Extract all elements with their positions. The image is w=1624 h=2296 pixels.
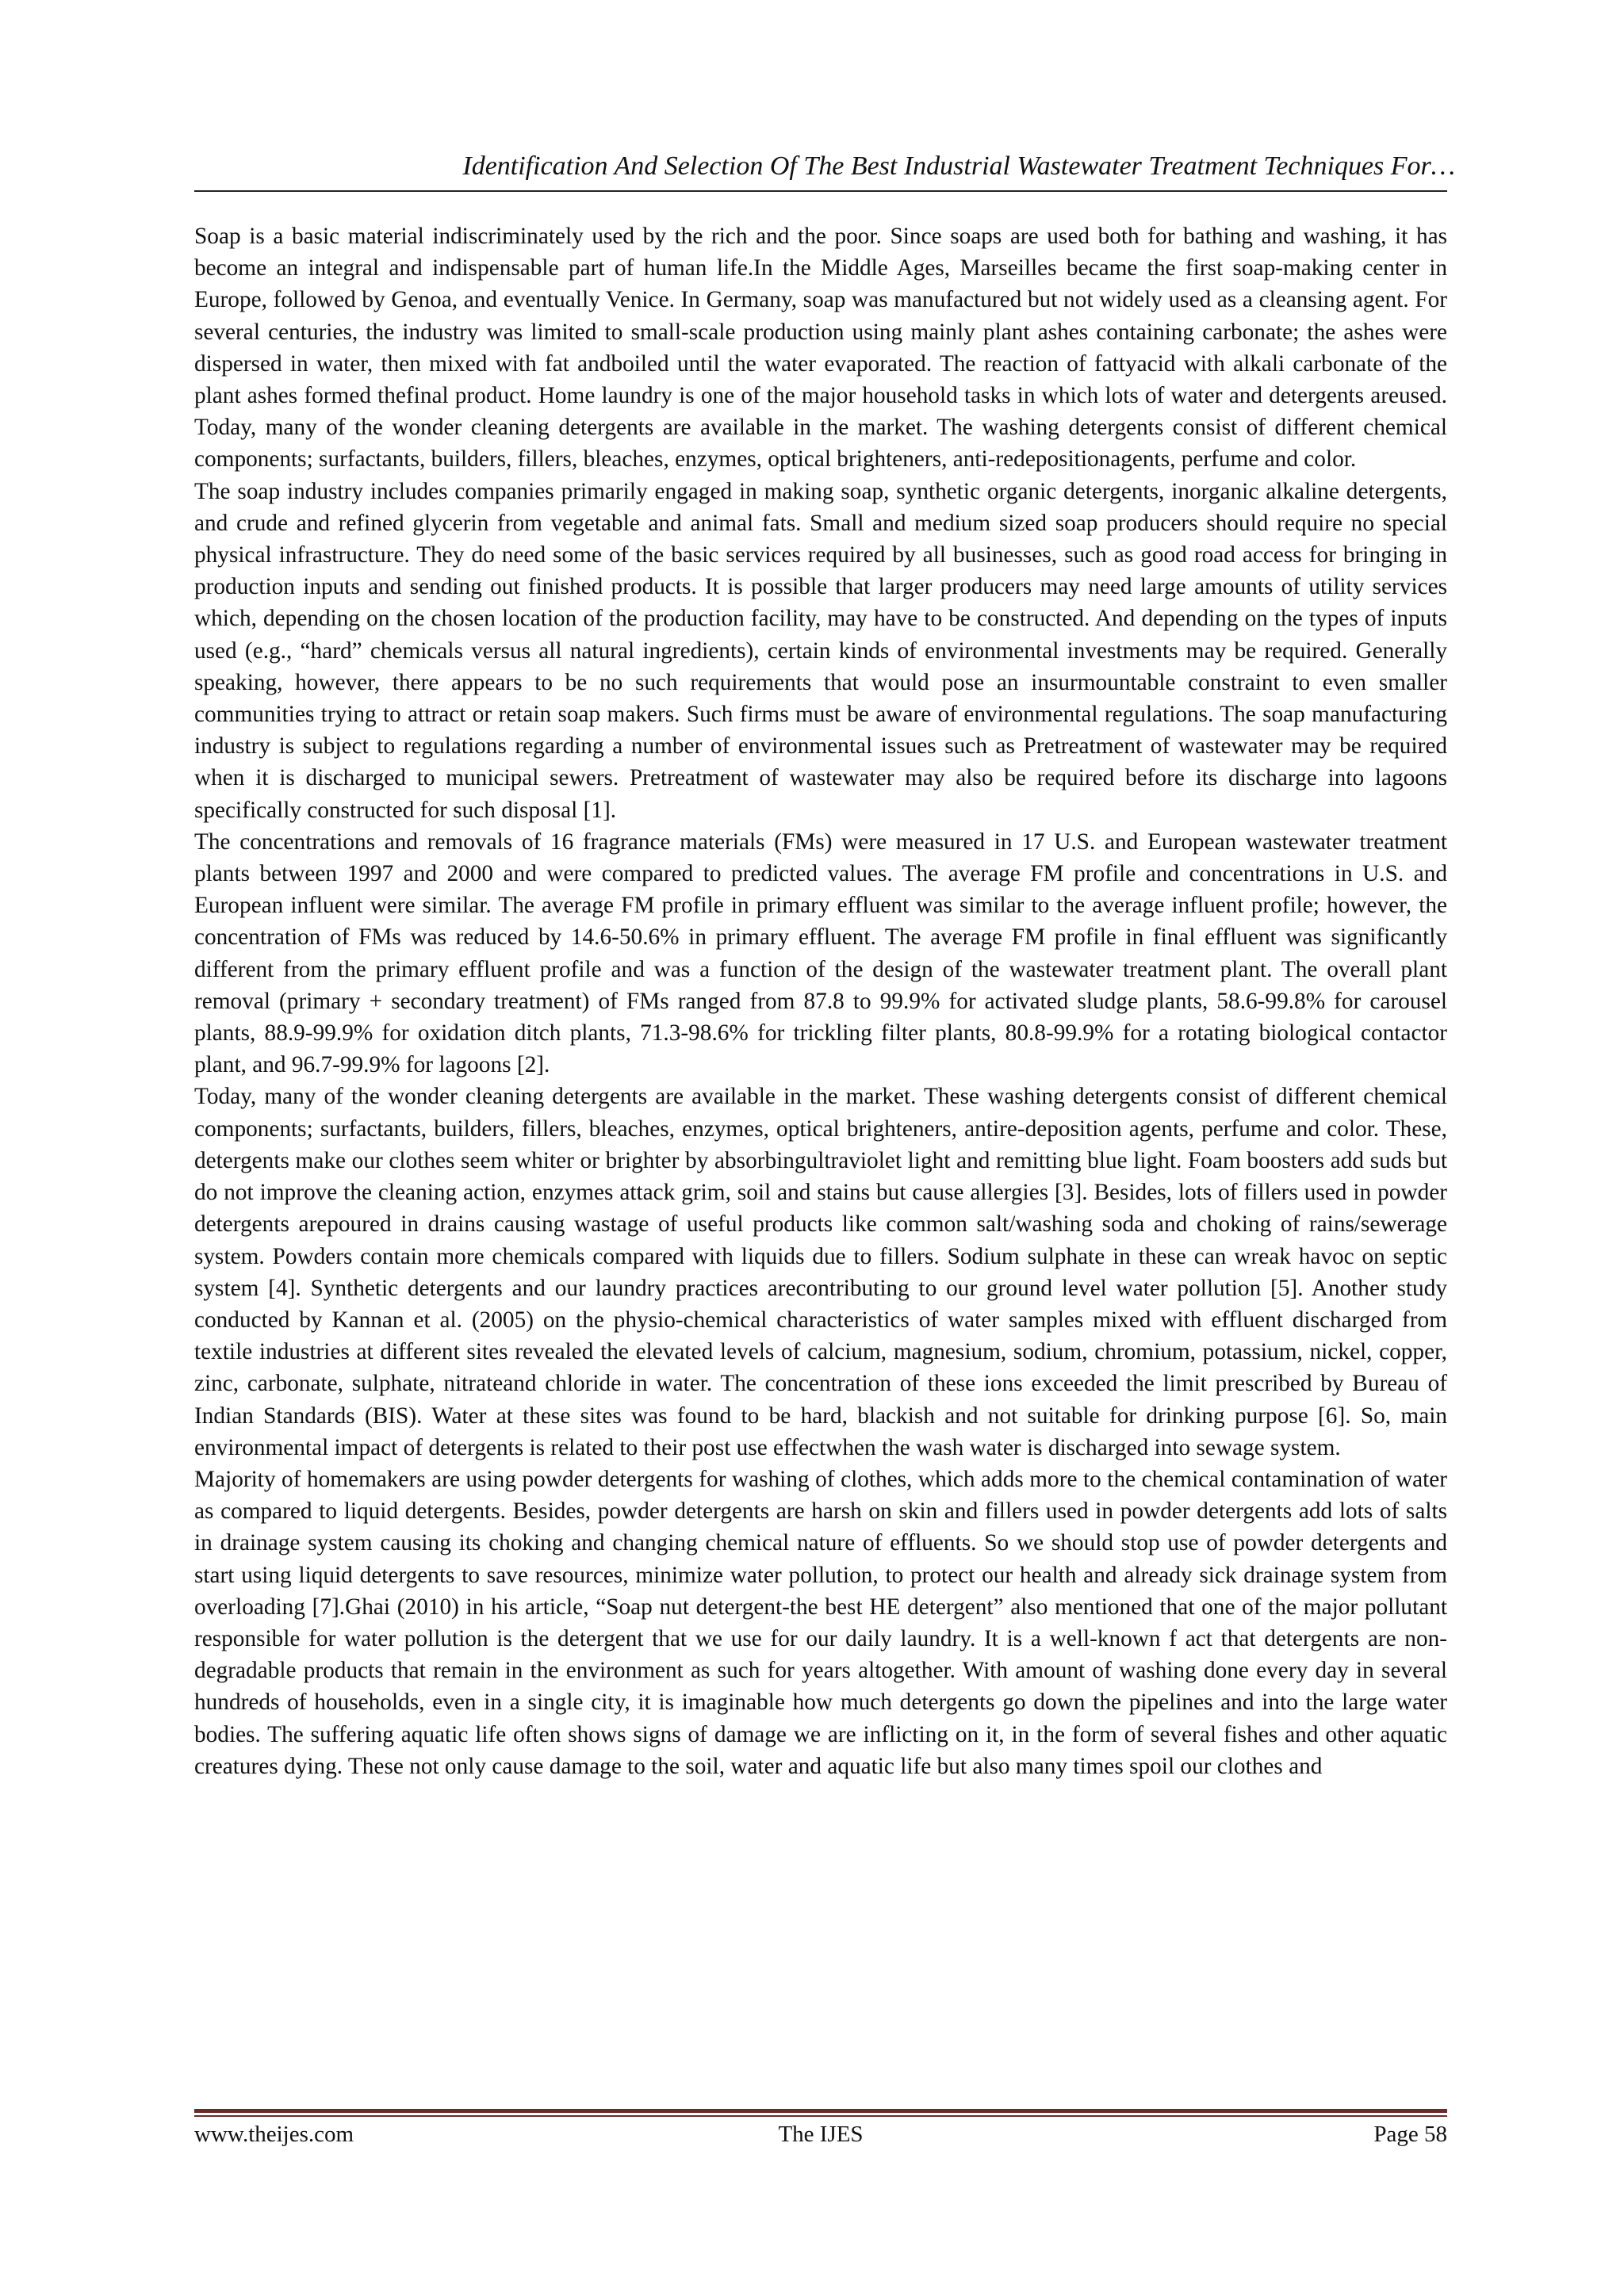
paragraph-soap-industry: The soap industry includes companies primarily engaged in making soap, synthetic organic detergents, inorganic alkaline detergents, and crude and refined glycerin from vegetable and animal fats. Small and medium sized soap producers should require no special physical infrastructure. They do need some of the basic services required by all businesses, such as good road access for bringing in production inputs and sending out finished products. It is possible that larger producers may need large amounts of utility services which, depending on the chosen location of the production facility, may have to be constructed. And depending on the types of inputs used (e.g., “hard” chemicals versus all natural ingredients), certain kinds of environmental investments may be required. Generally speaking, however, there appears to be no such requirements that would pose an insurmountable constraint to even smaller communities trying to attract or retain soap makers. Such firms must be aware of environmental regulations. The soap manufacturing industry is subject to regulations regarding a number of environmental issues such as Pretreatment of wastewater may be required when it is discharged to municipal sewers. Pretreatment of wastewater may also be required before its discharge into lagoons specifically constructed for such disposal [1]. [194,478,1447,823]
footer-rule-thick [194,2109,1447,2113]
footer-rule [194,2109,1447,2117]
page-footer [194,2117,1447,2152]
paragraph-detergent-components: Today, many of the wonder cleaning detergents are available in the market. These washing detergents consist of different chemical components; surfactants, builders, fillers, bleaches, enzymes, optical brighteners, antire-deposition agents, perfume and color. These, detergents make our clothes seem whiter or brighter by absorbingultraviolet light and remitting blue light. Foam boosters add suds but do not improve the cleaning action, enzymes attack grim, soil and stains but cause allergies [3]. Besides, lots of fillers used in powder detergents arepoured in drains causing wastage of useful products like common salt/washing soda and choking of rains/sewerage system. Powders contain more chemicals compared with liquids due to fillers. Sodium sulphate in these can wreak havoc on septic system [4]. Synthetic detergents and our laundry practices arecontributing to our ground level water pollution [5]. Another study conducted by Kannan et al. (2005) on the physio-chemical characteristics of water samples mixed with effluent discharged from textile industries at different sites revealed the elevated levels of calcium, magnesium, sodium, chromium, potassium, nickel, copper, zinc, carbonate, sulphate, nitrateand chloride in water. The concentration of these ions exceeded the limit prescribed by Bureau of Indian Standards (BIS). Water at these sites was found to be hard, blackish and not suitable for drinking purpose [6]. So, main environmental impact of detergents is related to their post use effectwhen the wash water is discharged into sewage system. [194,1084,1447,1460]
body-text [194,220,1447,1782]
paragraph-soap-history: Soap is a basic material indiscriminately used by the rich and the poor. Since soaps are used both for bathing and washing, it has become an integral and indispensable part of human life.In the Middle Ages, Marseilles became the first soap-making center in Europe, followed by Genoa, and eventually Venice. In Germany, soap was manufactured but not widely used as a cleansing agent. For several centuries, the industry was limited to small-scale production using mainly plant ashes containing carbonate; the ashes were dispersed in water, then mixed with fat andboiled until the water evaporated. The reaction of fattyacid with alkali carbonate of the plant ashes formed thefinal product. Home laundry is one of the major household tasks in which lots of water and detergents areused. Today, many of the wonder cleaning detergents are available in the market. The washing detergents consist of different chemical components; surfactants, builders, fillers, bleaches, enzymes, optical brighteners, anti-redepositionagents, perfume and color. [194,224,1447,473]
footer-page-number: Page 58 [1373,2122,1447,2147]
footer-journal: The IJES [778,2122,864,2147]
header-rule [194,190,1447,192]
footer-website: www.theijes.com [194,2122,354,2147]
running-header: Identification And Selection Of The Best Industrial Wastewater Treatment Techniques For… [462,151,1455,181]
paragraph-powder-detergents: Majority of homemakers are using powder detergents for washing of clothes, which adds more to the chemical contamination of water as compared to liquid detergents. Besides, powder detergents are harsh on skin and fillers used in powder detergents add lots of salts in drainage system causing its choking and changing chemical nature of effluents. So we should stop use of powder detergents and start using liquid detergents to save resources, minimize water pollution, to protect our health and already sick drainage system from overloading [7].Ghai (2010) in his article, “Soap nut detergent-the best HE detergent” also mentioned that one of the major pollutant responsible for water pollution is the detergent that we use for our daily laundry. It is a well-known f act that detergents are non-degradable products that remain in the environment as such for years altogether. With amount of washing done every day in several hundreds of households, even in a single city, it is imaginable how much detergents go down the pipelines and into the large water bodies. The suffering aquatic life often shows signs of damage we are inflicting on it, in the form of several fishes and other aquatic creatures dying. These not only cause damage to the soil, water and aquatic life but also many times spoil our clothes and [194,1466,1447,1779]
paragraph-fragrance-materials: The concentrations and removals of 16 fragrance materials (FMs) were measured in 17 U.S. and European wastewater treatment plants between 1997 and 2000 and were compared to predicted values. The average FM profile and concentrations in U.S. and European influent were similar. The average FM profile in primary effluent was similar to the average influent profile; however, the concentration of FMs was reduced by 14.6-50.6% in primary effluent. The average FM profile in final effluent was significantly different from the primary effluent profile and was a function of the design of the wastewater treatment plant. The overall plant removal (primary + secondary treatment) of FMs ranged from 87.8 to 99.9% for activated sludge plants, 58.6-99.8% for carousel plants, 88.9-99.9% for oxidation ditch plants, 71.3-98.6% for trickling filter plants, 80.8-99.9% for a rotating biological contactor plant, and 96.7-99.9% for lagoons [2]. [194,828,1447,1078]
